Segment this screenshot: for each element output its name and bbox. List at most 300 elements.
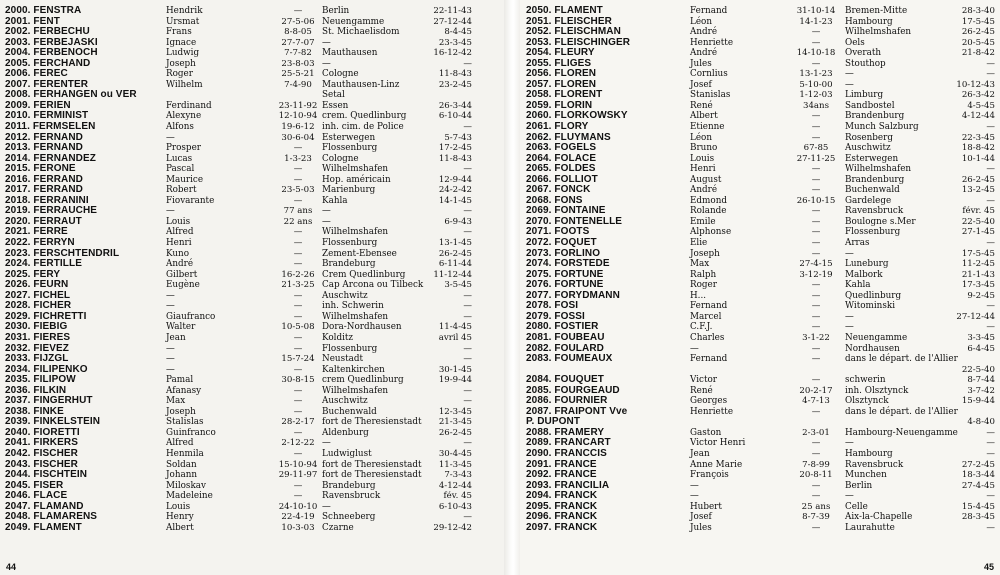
entry-birth-date: — bbox=[293, 406, 303, 417]
entry-place: Limburg bbox=[845, 90, 884, 101]
entry-name: 2008. FERHANGEN ou VER bbox=[5, 89, 137, 101]
entry-name: 2064. FOLACE bbox=[526, 152, 597, 164]
entry-place: — bbox=[845, 491, 854, 502]
entry-birth-date: 4-7-13 bbox=[802, 396, 830, 407]
entry-death-date: 19-9-44 bbox=[438, 375, 472, 386]
entry-death-date: — bbox=[463, 396, 472, 407]
entry-birth-date: 28-2-17 bbox=[281, 417, 315, 428]
entry-first-name: — bbox=[166, 206, 175, 217]
entry-death-date: 4-5-45 bbox=[967, 100, 995, 111]
register-entry bbox=[0, 333, 504, 344]
entry-first-name: Ignace bbox=[166, 37, 197, 48]
entry-first-name: Rolande bbox=[690, 206, 727, 217]
entry-place: Czarne bbox=[322, 522, 354, 533]
entry-first-name: Robert bbox=[166, 185, 197, 196]
entry-name: 2063. FOGELS bbox=[526, 142, 597, 154]
entry-place: — bbox=[322, 58, 331, 69]
entry-place: Malbork bbox=[845, 269, 883, 280]
entry-first-name: Victor bbox=[690, 375, 717, 386]
entry-first-name: — bbox=[690, 480, 699, 491]
entry-place: Wilhelmshafen bbox=[845, 164, 912, 175]
entry-first-name: Cornlius bbox=[690, 69, 728, 80]
entry-place: Buchenwald bbox=[845, 185, 900, 196]
entry-first-name: Joseph bbox=[166, 406, 196, 417]
entry-first-name: Lucas bbox=[166, 153, 193, 164]
entry-birth-date: — bbox=[811, 216, 821, 227]
entry-name: 2016. FERRAND bbox=[5, 173, 83, 185]
entry-place: Hambourg bbox=[845, 448, 893, 459]
entry-death-date: 18-8-42 bbox=[961, 143, 995, 154]
entry-death-date: — bbox=[986, 322, 995, 333]
entry-name: 2030. FIEBIG bbox=[5, 321, 68, 333]
entry-death-date: 12-3-45 bbox=[438, 406, 472, 417]
entry-name: 2038. FINKE bbox=[5, 405, 64, 417]
entry-death-date: — bbox=[463, 343, 472, 354]
entry-death-date: 14-1-45 bbox=[438, 195, 472, 206]
entry-place: — bbox=[322, 501, 331, 512]
entry-name: 2082. FOULARD bbox=[526, 342, 604, 354]
entry-place: Aldenburg bbox=[322, 427, 369, 438]
entry-death-date: 21-1-43 bbox=[961, 269, 995, 280]
entry-birth-date: — bbox=[811, 343, 821, 354]
register-entry bbox=[0, 344, 504, 355]
entry-place: Gardelege bbox=[845, 195, 892, 206]
entry-death-date: 22-5-40 bbox=[961, 364, 995, 375]
entry-death-date: 27-12-44 bbox=[433, 16, 472, 27]
entry-name: 2060. FLORKOWSKY bbox=[526, 110, 628, 122]
register-entry bbox=[0, 481, 504, 492]
entry-first-name: Henriette bbox=[690, 37, 734, 48]
entry-death-date: — bbox=[463, 438, 472, 449]
entry-first-name: Max bbox=[166, 396, 186, 407]
entry-death-date: — bbox=[986, 522, 995, 533]
register-entry bbox=[0, 354, 504, 365]
entry-death-date: 23-3-45 bbox=[438, 37, 472, 48]
entry-name: 2041. FIRKERS bbox=[5, 437, 78, 449]
entry-birth-date: — bbox=[293, 311, 303, 322]
entry-name: 2065. FOLDES bbox=[526, 163, 596, 175]
entry-birth-date: 14-10-18 bbox=[796, 48, 836, 59]
entry-birth-date: 27-11-25 bbox=[796, 153, 836, 164]
entry-first-name: Roger bbox=[166, 69, 193, 80]
entry-place: Ludwiglust bbox=[322, 448, 372, 459]
entry-death-date: — bbox=[463, 227, 472, 238]
entry-name: 2078. FOSI bbox=[526, 300, 579, 312]
entry-death-date: 6-10-44 bbox=[438, 111, 472, 122]
entry-name: 2090. FRANCCIS bbox=[526, 447, 607, 459]
entry-first-name: H... bbox=[690, 290, 707, 301]
entry-birth-date: 23-11-92 bbox=[278, 100, 318, 111]
entry-place: Ravensbruck bbox=[322, 491, 381, 502]
entry-name: 2027. FICHEL bbox=[5, 289, 71, 301]
entry-first-name: Victor Henri bbox=[690, 438, 746, 449]
entry-name: 2036. FILKIN bbox=[5, 384, 67, 396]
entry-death-date: 3-7-42 bbox=[967, 385, 995, 396]
entry-first-name: André bbox=[690, 185, 718, 196]
entry-first-name: Louis bbox=[166, 501, 191, 512]
entry-death-date: — bbox=[986, 301, 995, 312]
entry-first-name: C.F.J. bbox=[690, 322, 713, 333]
entry-first-name: Edmond bbox=[690, 195, 727, 206]
register-entry bbox=[0, 291, 504, 302]
entry-first-name: Miloskav bbox=[166, 480, 206, 491]
entry-first-name: Madeleine bbox=[166, 491, 213, 502]
entry-first-name: Josef bbox=[690, 79, 712, 90]
entry-birth-date: 8-8-05 bbox=[284, 27, 312, 38]
entry-place: dans le départ. de l'Allier bbox=[845, 406, 958, 417]
entry-death-date: 3-5-45 bbox=[444, 280, 472, 291]
register-entry bbox=[0, 227, 504, 238]
entry-birth-date: 7-8-99 bbox=[802, 459, 830, 470]
register-entry bbox=[0, 217, 504, 228]
entry-name: 2091. FRANCE bbox=[526, 458, 597, 470]
entry-name: 2073. FORLINO bbox=[526, 247, 601, 259]
entry-place: Cologne bbox=[322, 153, 359, 164]
entry-first-name: Fernand bbox=[690, 354, 728, 365]
right-page-entries bbox=[520, 6, 1000, 533]
entry-birth-date: — bbox=[811, 174, 821, 185]
entry-birth-date: — bbox=[293, 164, 303, 175]
entry-birth-date: 27-4-15 bbox=[799, 259, 833, 270]
entry-place: Buchenwald bbox=[322, 406, 377, 417]
register-entry bbox=[520, 217, 1000, 228]
entry-birth-date: 3-1-22 bbox=[802, 332, 830, 343]
entry-death-date: 17-3-45 bbox=[961, 280, 995, 291]
entry-name: 2059. FLORIN bbox=[526, 99, 593, 111]
entry-place: schwerin bbox=[845, 375, 886, 386]
entry-name: 2068. FONS bbox=[526, 194, 583, 206]
entry-birth-date: 14-1-23 bbox=[799, 16, 833, 27]
entry-place: fort de Theresienstadt bbox=[322, 459, 422, 470]
entry-name: 2004. FERBENOCH bbox=[5, 47, 98, 59]
entry-place: Schneeberg bbox=[322, 512, 376, 523]
entry-name: 2015. FERONE bbox=[5, 163, 76, 175]
entry-name: 2074. FORSTEDE bbox=[526, 258, 610, 270]
entry-first-name: René bbox=[690, 385, 713, 396]
entry-name: 2037. FINGERHUT bbox=[5, 395, 93, 407]
entry-name: 2053. FLEISCHINGER bbox=[526, 36, 631, 48]
entry-birth-date: — bbox=[811, 438, 821, 449]
entry-death-date: 30-4-45 bbox=[438, 448, 472, 459]
entry-birth-date: — bbox=[811, 522, 821, 533]
register-entry bbox=[0, 322, 504, 333]
entry-first-name: Joseph bbox=[690, 248, 720, 259]
entry-birth-date: — bbox=[293, 6, 303, 16]
register-entry bbox=[520, 6, 1000, 17]
entry-birth-date: 1-3-23 bbox=[284, 153, 312, 164]
entry-death-date: 6-10-43 bbox=[438, 501, 472, 512]
entry-place: Wilhelmshafen bbox=[322, 385, 389, 396]
entry-place: Wilhelmshafen bbox=[322, 227, 389, 238]
entry-death-date: 15-9-44 bbox=[961, 396, 995, 407]
entry-birth-date: — bbox=[293, 448, 303, 459]
entry-name: 2088. FRAMERY bbox=[526, 426, 605, 438]
entry-death-date: 13-1-45 bbox=[438, 238, 472, 249]
entry-name: 2079. FOSSI bbox=[526, 310, 585, 322]
entry-name: 2045. FISER bbox=[5, 479, 64, 491]
entry-death-date: fév. 45 bbox=[443, 491, 472, 502]
entry-first-name: René bbox=[690, 100, 713, 111]
entry-name: 2010. FERMINIST bbox=[5, 110, 89, 122]
entry-death-date: 29-12-42 bbox=[433, 522, 472, 533]
entry-birth-date: — bbox=[293, 364, 303, 375]
register-entry bbox=[520, 175, 1000, 186]
entry-name: 2085. FOURGEAUD bbox=[526, 384, 620, 396]
entry-birth-date: 30-6-04 bbox=[281, 132, 315, 143]
entry-death-date: — bbox=[463, 164, 472, 175]
entry-place: Arras bbox=[845, 238, 870, 249]
entry-birth-date: 25 ans bbox=[801, 501, 831, 512]
entry-first-name: Alfred bbox=[166, 227, 194, 238]
entry-first-name: Johann bbox=[166, 470, 198, 481]
entry-birth-date: — bbox=[811, 375, 821, 386]
entry-name: 2009. FERIEN bbox=[5, 99, 71, 111]
entry-name: 2080. FOSTIER bbox=[526, 321, 599, 333]
entry-place: Flossenburg bbox=[322, 143, 378, 154]
entry-name: P. DUPONT bbox=[526, 416, 581, 428]
entry-birth-date: — bbox=[293, 143, 303, 154]
entry-birth-date: 19-6-12 bbox=[281, 122, 315, 133]
entry-name: 2028. FICHER bbox=[5, 300, 72, 312]
entry-death-date: 4-8-40 bbox=[967, 417, 995, 428]
entry-birth-date: — bbox=[811, 280, 821, 291]
register-entry bbox=[520, 291, 1000, 302]
entry-birth-date: 27-5-06 bbox=[281, 16, 315, 27]
entry-name: 2094. FRANCK bbox=[526, 490, 598, 502]
entry-place: Flossenburg bbox=[322, 343, 378, 354]
entry-first-name: Henri bbox=[166, 238, 192, 249]
entry-first-name: — bbox=[166, 364, 175, 375]
entry-birth-date: — bbox=[811, 248, 821, 259]
entry-name: 2040. FIORETTI bbox=[5, 426, 80, 438]
register-entry bbox=[520, 122, 1000, 133]
register-entry bbox=[0, 523, 504, 534]
entry-name: 2056. FLOREN bbox=[526, 68, 597, 80]
entry-place: Cologne bbox=[322, 69, 359, 80]
entry-place: Dora-Nordhausen bbox=[322, 322, 402, 333]
entry-birth-date: 15-10-94 bbox=[278, 459, 318, 470]
register-entry bbox=[0, 270, 504, 281]
register-entry bbox=[520, 90, 1000, 101]
entry-place: Auschwitz bbox=[322, 290, 368, 301]
entry-name: 2081. FOUBEAU bbox=[526, 331, 605, 343]
entry-birth-date: — bbox=[811, 448, 821, 459]
entry-name: 2054. FLEURY bbox=[526, 47, 595, 59]
entry-first-name: André bbox=[690, 27, 718, 38]
entry-first-name: Hendrik bbox=[166, 6, 203, 16]
register-entry bbox=[0, 122, 504, 133]
entry-death-date: 22-5-40 bbox=[961, 216, 995, 227]
entry-name: 2002. FERBECHU bbox=[5, 26, 90, 38]
entry-first-name: Charles bbox=[690, 332, 725, 343]
entry-name: 2086. FOURNIER bbox=[526, 395, 608, 407]
entry-name: 2084. FOUQUET bbox=[526, 374, 604, 386]
entry-place: Auschwitz bbox=[845, 143, 891, 154]
entry-death-date: — bbox=[986, 164, 995, 175]
entry-first-name: — bbox=[166, 132, 175, 143]
entry-name: 2047. FLAMAND bbox=[5, 500, 84, 512]
entry-place: — bbox=[322, 438, 331, 449]
entry-death-date: — bbox=[463, 206, 472, 217]
entry-first-name: Louis bbox=[166, 216, 191, 227]
entry-birth-date: 25-5-21 bbox=[281, 69, 315, 80]
entry-birth-date: 3-12-19 bbox=[799, 269, 833, 280]
entry-first-name: Hubert bbox=[690, 501, 722, 512]
entry-place: Luneburg bbox=[845, 259, 889, 270]
entry-death-date: — bbox=[986, 438, 995, 449]
entry-place: Ravensbruck bbox=[845, 459, 904, 470]
entry-name: 2051. FLEISCHER bbox=[526, 15, 612, 27]
entry-birth-date: — bbox=[811, 322, 821, 333]
entry-first-name: Max bbox=[690, 259, 710, 270]
entry-birth-date: — bbox=[293, 259, 303, 270]
entry-birth-date: — bbox=[811, 354, 821, 365]
entry-name: 2006. FEREC bbox=[5, 68, 68, 80]
entry-birth-date: — bbox=[811, 491, 821, 502]
entry-death-date: 8-7-44 bbox=[967, 375, 995, 386]
entry-place: Nordhausen bbox=[845, 343, 900, 354]
entry-first-name: Afanasy bbox=[166, 385, 202, 396]
entry-death-date: — bbox=[463, 311, 472, 322]
entry-place: Berlin bbox=[845, 480, 873, 491]
register-entry bbox=[520, 449, 1000, 460]
entry-first-name: Wilhelm bbox=[166, 79, 203, 90]
entry-death-date: — bbox=[986, 69, 995, 80]
entry-place: Flossenburg bbox=[322, 238, 378, 249]
entry-name: 2043. FISCHER bbox=[5, 458, 78, 470]
entry-place: Marienburg bbox=[322, 185, 376, 196]
entry-place: inh. Schwerin bbox=[322, 301, 384, 312]
entry-death-date: 6-9-43 bbox=[444, 216, 472, 227]
entry-birth-date: — bbox=[293, 301, 303, 312]
entry-name: 2035. FILIPOW bbox=[5, 374, 76, 386]
register-entry bbox=[520, 185, 1000, 196]
entry-death-date: 27-1-45 bbox=[961, 227, 995, 238]
entry-name: 2034. FILIPENKO bbox=[5, 363, 88, 375]
entry-death-date: — bbox=[986, 427, 995, 438]
entry-death-date: 16-12-42 bbox=[433, 48, 472, 59]
entry-place: Bremen-Mitte bbox=[845, 6, 908, 16]
entry-place: Hambourg-Neuengamme bbox=[845, 427, 958, 438]
entry-first-name: Fernand bbox=[690, 301, 728, 312]
entry-place: Boulogne s.Mer bbox=[845, 216, 916, 227]
entry-birth-date: — bbox=[293, 480, 303, 491]
entry-place: Oels bbox=[845, 37, 865, 48]
entry-name: 2058. FLORENT bbox=[526, 89, 603, 101]
entry-death-date: 21-8-42 bbox=[961, 48, 995, 59]
entry-name: 2069. FONTAINE bbox=[526, 205, 606, 217]
entry-death-date: 11-4-45 bbox=[438, 322, 472, 333]
entry-name: 2018. FERRANINI bbox=[5, 194, 89, 206]
entry-place: — bbox=[322, 216, 331, 227]
entry-name: 2001. FENT bbox=[5, 15, 60, 27]
entry-birth-date: 16-2-26 bbox=[281, 269, 315, 280]
entry-birth-date: — bbox=[811, 111, 821, 122]
entry-name: 2003. FERBEJASKI bbox=[5, 36, 98, 48]
entry-birth-date: — bbox=[811, 311, 821, 322]
entry-first-name: — bbox=[166, 343, 175, 354]
entry-first-name: Henry bbox=[166, 512, 194, 523]
entry-name: 2095. FRANCK bbox=[526, 500, 598, 512]
entry-birth-date: 29-11-97 bbox=[278, 470, 318, 481]
entry-first-name: Ferdinand bbox=[166, 100, 212, 111]
entry-place: Kahla bbox=[845, 280, 871, 291]
entry-place: fort de Theresienstadt bbox=[322, 470, 422, 481]
entry-birth-date: 31-10-14 bbox=[796, 6, 836, 16]
entry-place: Wilhelmshafen bbox=[322, 164, 389, 175]
entry-first-name: Albert bbox=[690, 111, 718, 122]
entry-birth-date: — bbox=[293, 385, 303, 396]
entry-birth-date: — bbox=[811, 238, 821, 249]
entry-place: inh. Olsztynck bbox=[845, 385, 909, 396]
entry-death-date: 20-5-45 bbox=[961, 37, 995, 48]
entry-first-name: Alfons bbox=[166, 122, 194, 133]
entry-name: 2067. FONCK bbox=[526, 184, 591, 196]
entry-first-name: Pamal bbox=[166, 375, 194, 386]
entry-name: 2020. FERRAUT bbox=[5, 215, 82, 227]
entry-death-date: 26-2-45 bbox=[438, 248, 472, 259]
entry-death-date: 11-8-43 bbox=[438, 153, 472, 164]
entry-name: 2029. FICHRETTI bbox=[5, 310, 87, 322]
entry-first-name: Jules bbox=[690, 58, 712, 69]
entry-death-date: — bbox=[463, 301, 472, 312]
entry-place: — bbox=[845, 248, 854, 259]
entry-first-name: Roger bbox=[690, 280, 717, 291]
entry-name: 2033. FIJZGL bbox=[5, 353, 69, 365]
entry-place: Brandeburg bbox=[322, 480, 376, 491]
entry-first-name: Ursmat bbox=[166, 16, 200, 27]
entry-first-name: Alfred bbox=[166, 438, 194, 449]
entry-first-name: Gilbert bbox=[166, 269, 198, 280]
entry-place: Flossenburg bbox=[845, 227, 901, 238]
entry-first-name: Pascal bbox=[166, 164, 195, 175]
entry-place: Auschwitz bbox=[322, 396, 368, 407]
entry-name: 2048. FLAMARENS bbox=[5, 511, 98, 523]
entry-first-name: Fernand bbox=[690, 6, 728, 16]
entry-first-name: August bbox=[690, 174, 722, 185]
entry-birth-date: — bbox=[811, 480, 821, 491]
entry-name: 2031. FIERES bbox=[5, 331, 71, 343]
entry-place: Kolditz bbox=[322, 332, 354, 343]
entry-name: 2039. FINKELSTEIN bbox=[5, 416, 101, 428]
entry-first-name: Albert bbox=[166, 522, 194, 533]
entry-first-name: Emile bbox=[690, 216, 716, 227]
entry-birth-date: — bbox=[293, 290, 303, 301]
entry-place: Aix-la-Chapelle bbox=[845, 512, 913, 523]
entry-birth-date: — bbox=[811, 227, 821, 238]
register-entry bbox=[520, 238, 1000, 249]
register-entry bbox=[0, 312, 504, 323]
entry-death-date: 12-9-44 bbox=[438, 174, 472, 185]
entry-death-date: 11-12-44 bbox=[433, 269, 472, 280]
entry-death-date: — bbox=[463, 122, 472, 133]
entry-place: Esterwegen bbox=[845, 153, 899, 164]
entry-first-name: Henmila bbox=[166, 448, 204, 459]
entry-birth-date: 27-7-07 bbox=[281, 37, 315, 48]
entry-first-name: — bbox=[166, 354, 175, 365]
entry-death-date: 26-2-45 bbox=[438, 427, 472, 438]
entry-birth-date: — bbox=[811, 206, 821, 217]
register-entry bbox=[0, 238, 504, 249]
entry-place: Wilhelmshafen bbox=[845, 27, 912, 38]
entry-place: Overath bbox=[845, 48, 882, 59]
entry-first-name: Frans bbox=[166, 27, 192, 38]
entry-name: 2012. FERNAND bbox=[5, 131, 83, 143]
entry-birth-date: 22 ans bbox=[283, 216, 313, 227]
entry-place: Quedlinburg bbox=[845, 290, 902, 301]
entry-birth-date: 12-10-94 bbox=[278, 111, 318, 122]
entry-death-date: 28-3-45 bbox=[961, 512, 995, 523]
